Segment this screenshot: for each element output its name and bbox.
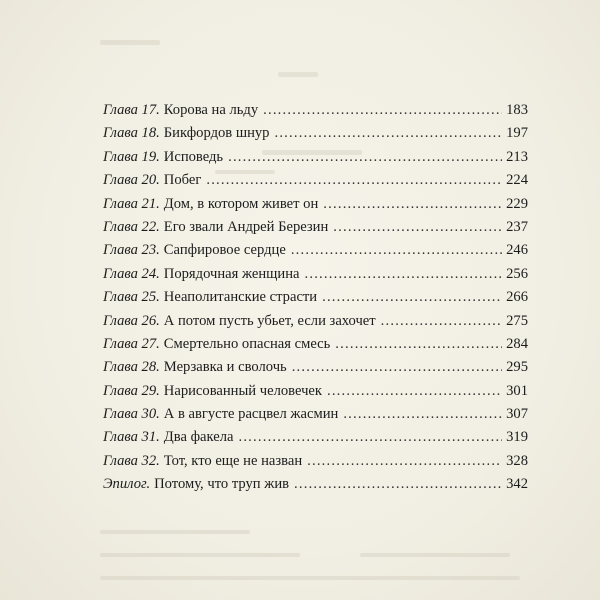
toc-entry: [103, 450, 528, 473]
page-number: 213: [506, 148, 528, 165]
chapter-label: Эпилог.: [103, 476, 151, 493]
chapter-title: Потому, что труп жив: [154, 476, 290, 493]
chapter-label: Глава 26.: [103, 312, 160, 329]
page-number: 183: [506, 102, 528, 118]
chapter-title: Сапфировое сердце: [163, 242, 286, 259]
chapter-title: А потом пусть убьет, если захочет: [163, 312, 376, 329]
chapter-title: Бикфордов шнур: [163, 125, 270, 142]
toc-entry: [103, 310, 528, 333]
page-number: 237: [506, 218, 528, 235]
dot-leader: [294, 473, 502, 496]
toc-entry: [103, 146, 528, 169]
page-number: 256: [506, 265, 528, 282]
chapter-label: Глава 19.: [103, 148, 160, 165]
chapter-title: Побег: [163, 172, 202, 189]
chapter-title: Исповедь: [163, 148, 224, 165]
page-number: 342: [506, 476, 528, 493]
chapter-label: Глава 24.: [103, 265, 160, 282]
chapter-label: Глава 32.: [103, 452, 160, 469]
chapter-label: Глава 18.: [103, 125, 160, 142]
toc-entry: [103, 403, 528, 426]
chapter-label: Глава 30.: [103, 406, 160, 423]
page-number: 307: [506, 406, 528, 423]
chapter-label: Глава 27.: [103, 335, 160, 352]
toc-entry: [103, 193, 528, 216]
page-number: 266: [506, 289, 528, 306]
chapter-title: Корова на льду: [163, 102, 259, 118]
dot-leader: [307, 450, 502, 473]
toc-entry: [103, 239, 528, 262]
page-number: 246: [506, 242, 528, 259]
toc-entry: [103, 99, 528, 122]
dot-leader: [322, 286, 502, 309]
dot-leader: [343, 403, 502, 426]
dot-leader: [228, 146, 502, 169]
dot-leader: [291, 239, 502, 262]
page-number: 284: [506, 335, 528, 352]
dot-leader: [263, 99, 502, 122]
toc-entry: [103, 356, 528, 379]
dot-leader: [333, 216, 502, 239]
chapter-label: Глава 17.: [103, 102, 160, 118]
chapter-title: Дом, в котором живет он: [163, 195, 319, 212]
toc-entry: [103, 333, 528, 356]
page-number: 229: [506, 195, 528, 212]
dot-leader: [327, 380, 502, 403]
page-number: 224: [506, 172, 528, 189]
chapter-label: Глава 21.: [103, 195, 160, 212]
chapter-label: Глава 20.: [103, 172, 160, 189]
toc-entry: [103, 122, 528, 145]
dot-leader: [323, 193, 502, 216]
page-number: 301: [506, 382, 528, 399]
chapter-title: Мерзавка и сволочь: [163, 359, 287, 376]
chapter-title: Его звали Андрей Березин: [163, 218, 329, 235]
page-number: 197: [506, 125, 528, 142]
dot-leader: [305, 263, 503, 286]
chapter-label: Глава 29.: [103, 382, 160, 399]
dot-leader: [238, 426, 502, 449]
toc-entry: [103, 286, 528, 309]
chapter-label: Глава 22.: [103, 218, 160, 235]
toc-entry: [103, 380, 528, 403]
toc-entry: [103, 169, 528, 192]
chapter-title: Порядочная женщина: [163, 265, 300, 282]
toc-entry: [103, 426, 528, 449]
toc-entry: [103, 263, 528, 286]
chapter-title: Тот, кто еще не назван: [163, 452, 303, 469]
chapter-label: Глава 28.: [103, 359, 160, 376]
chapter-title: Нарисованный человечек: [163, 382, 322, 399]
page-number: 328: [506, 452, 528, 469]
chapter-label: Глава 31.: [103, 429, 160, 446]
dot-leader: [381, 310, 502, 333]
chapter-title: Два факела: [163, 429, 234, 446]
dot-leader: [274, 122, 502, 145]
chapter-title: Неаполитанские страсти: [163, 289, 318, 306]
page-number: 275: [506, 312, 528, 329]
dot-leader: [292, 356, 502, 379]
chapter-label: Глава 23.: [103, 242, 160, 259]
toc-entry: [103, 473, 528, 496]
page-number: 295: [506, 359, 528, 376]
dot-leader: [335, 333, 502, 356]
dot-leader: [206, 169, 502, 192]
chapter-title: А в августе расцвел жасмин: [163, 406, 339, 423]
page-number: 319: [506, 429, 528, 446]
table-of-contents: [103, 99, 528, 497]
chapter-title: Смертельно опасная смесь: [163, 335, 331, 352]
toc-entry: [103, 216, 528, 239]
chapter-label: Глава 25.: [103, 289, 160, 306]
